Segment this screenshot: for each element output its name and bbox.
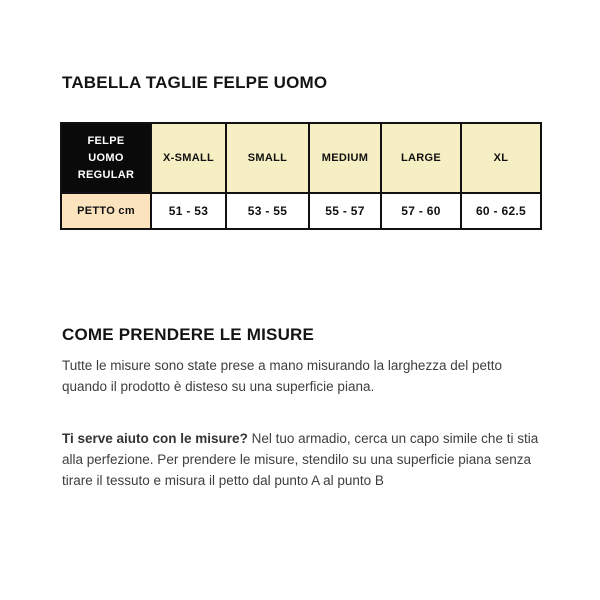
petto-value-small: 53 - 55	[226, 193, 309, 229]
corner-line-3: REGULAR	[77, 168, 135, 181]
corner-line-1: FELPE	[87, 134, 125, 147]
measure-paragraph-1: Tutte le misure sono state prese a mano misurando la larghezza del petto quando il prodotto è disteso su una superficie piana.	[62, 358, 502, 394]
column-header-xl: XL	[461, 123, 541, 193]
measure-paragraph-2	[62, 428, 542, 491]
size-table-data-row	[61, 193, 541, 229]
column-header-large: LARGE	[381, 123, 461, 193]
page-title: TABELLA TAGLIE FELPE UOMO	[62, 73, 328, 92]
size-table-corner-cell	[61, 123, 151, 193]
column-header-xsmall: X-SMALL	[151, 123, 226, 193]
column-header-small: SMALL	[226, 123, 309, 193]
measure-section-heading: COME PRENDERE LE MISURE	[62, 325, 315, 344]
petto-value-medium: 55 - 57	[309, 193, 381, 229]
row-label-petto: PETTO cm	[61, 193, 151, 229]
size-table	[60, 122, 542, 230]
petto-value-xl: 60 - 62.5	[461, 193, 541, 229]
petto-value-large: 57 - 60	[381, 193, 461, 229]
column-header-medium: MEDIUM	[309, 123, 381, 193]
corner-line-2: UOMO	[88, 151, 124, 164]
size-table-header-row	[61, 123, 541, 193]
measure-help-question: Ti serve aiuto con le misure?	[62, 431, 248, 446]
measure-help-instructions: Nel tuo armadio, cerca un capo simile che ti stia alla perfezione. Per prendere le misure, stendilo su una superficie piana senza tirare il tessuto e misura il petto dal punto A al punto B	[62, 431, 539, 488]
petto-value-xsmall: 51 - 53	[151, 193, 226, 229]
